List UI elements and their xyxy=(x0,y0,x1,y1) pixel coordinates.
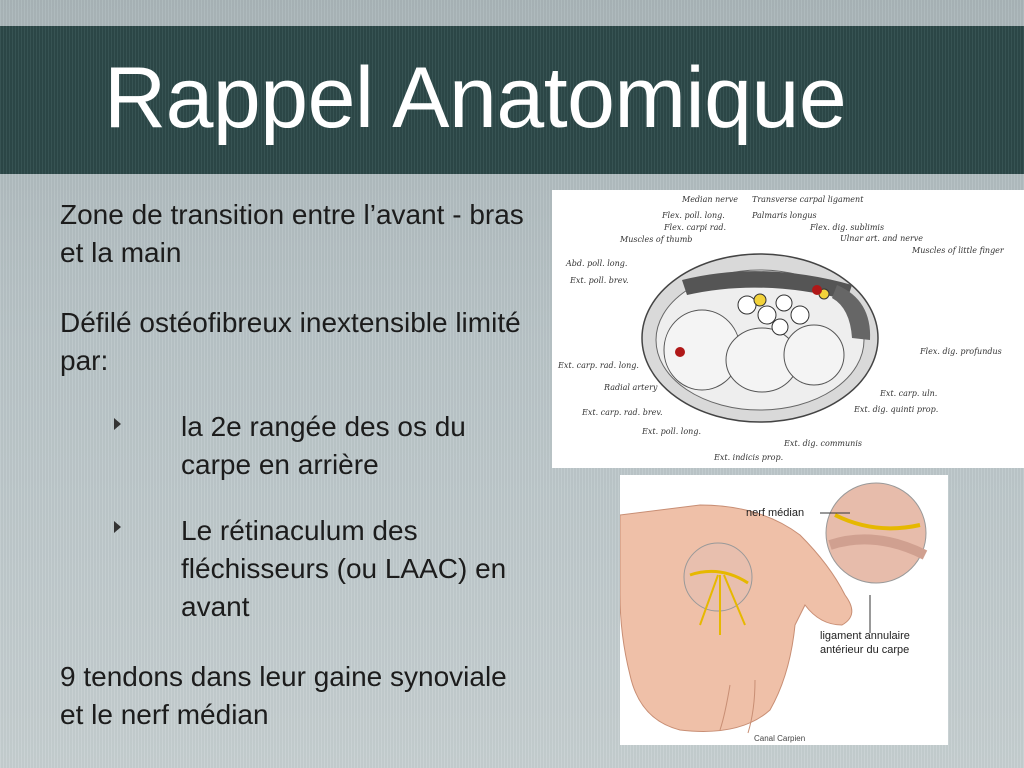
wrist-cross-section-figure xyxy=(552,190,1024,468)
bullet-arrow-icon xyxy=(114,418,121,430)
hand-illustration xyxy=(620,475,948,745)
label-ext-dig-quinti: Ext. dig. quinti prop. xyxy=(854,405,939,414)
slide-title: Rappel Anatomique xyxy=(104,50,847,146)
zoom-circle-detail xyxy=(826,483,926,583)
label-median-nerve: Median nerve xyxy=(682,195,739,204)
label-muscles-thumb: Muscles of thumb xyxy=(620,235,693,244)
tendon xyxy=(776,295,792,311)
carpal-tunnel-figure xyxy=(620,475,948,745)
label-ext-carp-uln: Ext. carp. uln. xyxy=(880,389,938,398)
tendon xyxy=(772,319,788,335)
label-ext-poll-long: Ext. poll. long. xyxy=(642,427,701,436)
paragraph-defile: Défilé ostéofibreux inextensible limité par: xyxy=(60,307,521,376)
label-palmaris: Palmaris longus xyxy=(752,211,817,220)
label-radial-artery: Radial artery xyxy=(604,383,658,392)
label-ext-poll-brev: Ext. poll. brev. xyxy=(570,276,629,285)
paragraph-tendons: 9 tendons dans leur gaine synoviale et le nerf médian xyxy=(60,661,507,730)
bullet-item: la 2e rangée des os du carpe en arrière xyxy=(181,411,466,480)
label-muscles-little: Muscles of little finger xyxy=(912,246,1004,255)
tendon xyxy=(791,306,809,324)
label-ext-carp-rad-long: Ext. carp. rad. long. xyxy=(558,361,639,370)
label-ligament-1: ligament annulaire xyxy=(820,630,910,642)
bullet-arrow-icon xyxy=(114,521,121,533)
figure-caption: Canal Carpien xyxy=(754,734,806,743)
label-transverse: Transverse carpal ligament xyxy=(752,195,864,204)
paragraph-transition-zone: Zone de transition entre l’avant - bras et la main xyxy=(60,199,524,268)
tendon xyxy=(738,296,756,314)
label-ext-indicis: Ext. indicis prop. xyxy=(714,453,784,462)
bullet-item: Le rétinaculum des fléchisseurs (ou LAAC) en avant xyxy=(181,515,507,622)
label-flex-dig-prof: Flex. dig. profundus xyxy=(920,347,1002,356)
label-ext-carp-rad-brev: Ext. carp. rad. brev. xyxy=(582,408,663,417)
label-flex-carpi-rad: Flex. carpi rad. xyxy=(664,223,726,232)
tendon xyxy=(758,306,776,324)
label-flex-poll-long: Flex. poll. long. xyxy=(662,211,725,220)
median-nerve-mark xyxy=(754,294,766,306)
carpal-bone xyxy=(784,325,844,385)
cross-section-drawing xyxy=(552,190,1024,468)
label-nerf-median: nerf médian xyxy=(746,507,805,519)
ulnar-artery-mark xyxy=(812,285,822,295)
label-abd-poll: Abd. poll. long. xyxy=(566,259,628,268)
label-ulnar: Ulnar art. and nerve xyxy=(840,234,924,243)
label-ext-dig-comm: Ext. dig. communis xyxy=(784,439,862,448)
label-flex-dig-sublimis: Flex. dig. sublimis xyxy=(810,223,885,232)
hand-shape xyxy=(620,505,852,731)
label-ligament-2: antérieur du carpe xyxy=(820,644,910,656)
radial-artery-mark xyxy=(675,347,685,357)
